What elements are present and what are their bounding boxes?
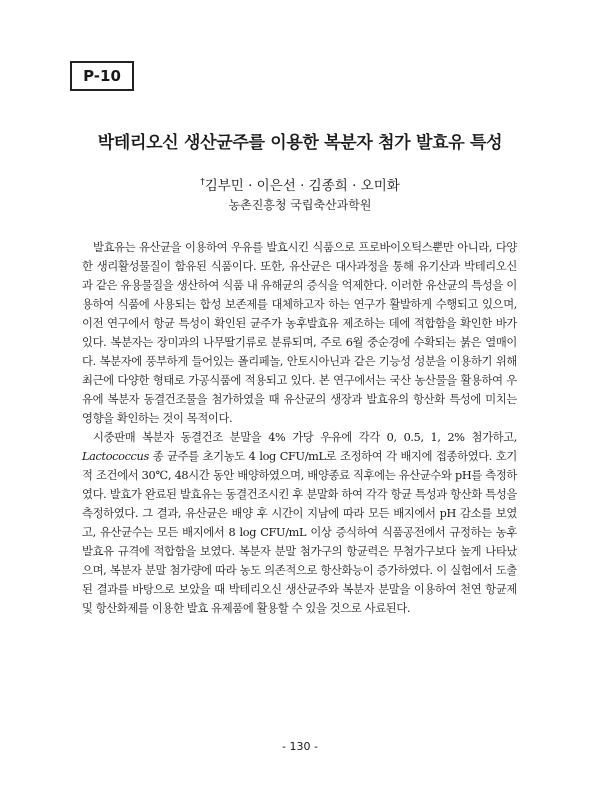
abstract-code-box	[70, 61, 134, 91]
abstract-body	[82, 238, 517, 618]
paragraph-introduction: 발효유는 유산균을 이용하여 우유를 발효시킨 식품으로 프로바이오틱스뿐만 아니라, 다양한 생리활성물질이 함유된 식품이다. 또한, 유산균은 대사과정을 통해 유기산과 박테리오신과 같은 유용물질을 생산하여 식품 내 유해균의 증식을 억제한다. 이러한 유산균의 특성을 이용하여 식품에 사용되는 합성 보존제를 대체하고자 하는 연구가 활발하게 수행되고 있으며, 이전 연구에서 항균 특성이 확인된 균주가 농후발효유 제조하는 데에 적합함을 확인한 바가 있다. 복분자는 장미과의 나무딸기류로 분류되며, 주로 6월 중순경에 수확되는 붉은 열매이다. 복분자에 풍부하게 들어있는 폴리페놀, 안토시아닌과 같은 기능성 성분을 이용하기 위해 최근에 다양한 형태로 가공식품에 적용되고 있다. 본 연구에서는 국산 농산물을 활용하여 우유에 복분자 동결건조물을 첨가하였을 때 유산균의 생장과 발효유의 항산화 특성에 미치는 영향을 확인하는 것이 목적이다.	[82, 241, 517, 425]
paragraph-methods-results	[82, 428, 517, 618]
affiliation: 농촌진흥청 국립축산과학원	[228, 198, 372, 212]
species-name: Lactococcus	[82, 450, 149, 463]
abstract-code: P-10	[83, 67, 121, 85]
paper-title: 박테리오신 생산균주를 이용한 복분자 첨가 발효유 특성	[97, 133, 503, 153]
paragraph-text-start: 시중판매 복분자 동결건조 분말을 4% 가당 우유에 각각 0, 0.5, 1, 2% 첨가하고,	[93, 431, 517, 444]
author-list	[0, 174, 600, 194]
author-names: 김부민 · 이은선 · 김종희 · 오미화	[204, 178, 400, 194]
page-number: - 130 -	[282, 740, 318, 753]
paragraph-text-end: 종 균주를 초기농도 4 log CFU/mL로 조정하여 각 배지에 접종하였다. 호기적 조건에서 30℃, 48시간 동안 배양하였으며, 배양종료 직후에는 유산균수와 pH를 측정하였다. 발효가 완료된 발효유는 동결건조시킨 후 분말화 하여 각각 항균 특성과 항산화 특성을 측정하였다. 그 결과, 유산균은 배양 후 시간이 지남에 따라 모든 배지에서 pH 감소를 보였고, 유산균수는 모든 배지에서 8 log CFU/mL 이상 증식하여 식품공전에서 규정하는 농후발효유 규격에 적합함을 보였다. 복분자 분말 첨가구의 항균력은 무첨가구보다 높게 나타났으며, 복분자 분말 첨가량에 따라 농도 의존적으로 항산화능이 증가하였다. 이 실험에서 도출된 결과를 바탕으로 보았을 때 박테리오신 생산균주와 복분자 분말을 이용하여 천연 항균제 및 항산화제를 이용한 발효 유제품에 활용할 수 있을 것으로 사료된다.	[82, 450, 517, 615]
corresponding-author-mark: †	[200, 177, 205, 188]
